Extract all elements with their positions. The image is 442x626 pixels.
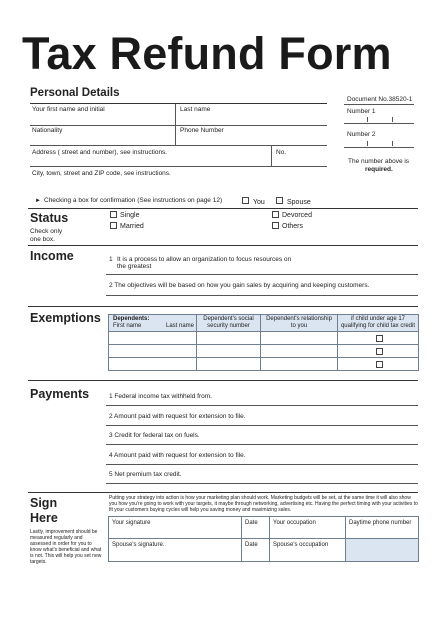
single-label: Single bbox=[120, 212, 140, 219]
personal-details-heading: Personal Details bbox=[30, 87, 120, 99]
arrow-icon: ► bbox=[35, 198, 41, 204]
nationality-field[interactable]: Nationality bbox=[32, 127, 63, 134]
child-credit-checkbox[interactable] bbox=[376, 361, 383, 368]
sign-intro-text: Putting your strategy into action is how your marketing plan should work. Marketing budgets will be set, at the same time it will also show you how you're going to work with your targets, it maybe through networking, advertising etc. Having the perfect timing with your activities to fit your customers buying cycles will help you saving money and maximizing sales. bbox=[109, 495, 418, 513]
date1-field[interactable]: Date bbox=[242, 517, 270, 539]
child-credit-header: if child under age 17 bbox=[350, 316, 406, 322]
child-credit-checkbox[interactable] bbox=[376, 348, 383, 355]
divorced-checkbox[interactable] bbox=[272, 211, 279, 218]
dependents-table bbox=[108, 314, 419, 371]
payment-item: 2 Amount paid with request for extension to file. bbox=[109, 413, 246, 420]
first-last-name-cell[interactable] bbox=[109, 332, 197, 345]
spouse-checkbox[interactable] bbox=[276, 197, 283, 204]
your-occupation-field[interactable]: Your occupation bbox=[270, 517, 346, 539]
married-label: Married bbox=[120, 223, 144, 230]
spouse-signature-field[interactable]: Spouse's signature. bbox=[109, 539, 242, 562]
relationship-header: Dependent's relationship bbox=[266, 316, 332, 322]
status-subtext: Check only one box. bbox=[30, 228, 63, 243]
income-heading: Income bbox=[30, 249, 74, 263]
ssn-cell[interactable] bbox=[197, 345, 261, 358]
first-name-header: First name bbox=[113, 323, 142, 329]
relationship-cell[interactable] bbox=[261, 332, 338, 345]
ssn-header-2: security number bbox=[207, 323, 250, 329]
first-name-field[interactable]: Your first name and initial bbox=[32, 106, 105, 113]
number2-label: Number 2 bbox=[347, 131, 376, 138]
table-row bbox=[109, 332, 419, 345]
first-last-name-cell[interactable] bbox=[109, 345, 197, 358]
relationship-cell[interactable] bbox=[261, 358, 338, 371]
spouse-label: Spouse bbox=[287, 199, 311, 206]
relationship-cell[interactable] bbox=[261, 345, 338, 358]
exemptions-heading: Exemptions bbox=[30, 311, 101, 325]
you-label: You bbox=[253, 199, 265, 206]
payment-item: 4 Amount paid with request for extension to file. bbox=[109, 452, 246, 459]
child-credit-header-2: qualifying for child tax credit bbox=[340, 323, 416, 329]
others-checkbox[interactable] bbox=[272, 222, 279, 229]
last-name-field[interactable]: Last name bbox=[180, 106, 211, 113]
payment-item: 1 Federal income tax withheld from. bbox=[109, 393, 212, 400]
you-checkbox[interactable] bbox=[242, 197, 249, 204]
spouse-occupation-field[interactable]: Spouse's occupation bbox=[270, 539, 346, 562]
income-item1-text: It is a process to allow an organization to focus resources on bbox=[117, 256, 292, 263]
table-row bbox=[109, 358, 419, 371]
number-note: The number above is bbox=[348, 158, 410, 165]
page-title: Tax Refund Form bbox=[22, 28, 392, 79]
address-field[interactable]: Address ( street and number), see instructions. bbox=[32, 149, 168, 156]
sign-side-text: Lastly, improvement should be measured regularly and assessed in order for you to know what's beneficial and what is not. This will help you set new targets. bbox=[30, 529, 102, 565]
ssn-header: Dependent's social bbox=[203, 316, 254, 322]
child-credit-checkbox[interactable] bbox=[376, 335, 383, 342]
payment-item: 3 Credit for federal tax on fuels. bbox=[109, 432, 200, 439]
phone-entry-box[interactable] bbox=[346, 539, 419, 562]
payments-heading: Payments bbox=[30, 387, 90, 401]
confirmation-text: Checking a box for confirmation (See instructions on page 12) bbox=[44, 197, 223, 204]
date2-field[interactable]: Date bbox=[242, 539, 270, 562]
single-checkbox[interactable] bbox=[110, 211, 117, 218]
your-signature-field[interactable]: Your signature bbox=[109, 517, 242, 539]
first-last-name-cell[interactable] bbox=[109, 358, 197, 371]
divorced-label: Devorced bbox=[282, 212, 312, 219]
ssn-cell[interactable] bbox=[197, 358, 261, 371]
dependents-header: Dependents: bbox=[113, 316, 150, 322]
signature-table bbox=[108, 516, 419, 562]
income-item2-text: 2 The objectives will be based on how you gain sales by acquiring and keeping customers. bbox=[109, 282, 370, 289]
married-checkbox[interactable] bbox=[110, 222, 117, 229]
ssn-cell[interactable] bbox=[197, 332, 261, 345]
city-field[interactable]: City, town, street and ZIP code, see instructions. bbox=[32, 170, 171, 177]
relationship-header-2: to you bbox=[290, 323, 308, 329]
phone-number-field[interactable]: Phone Number bbox=[180, 127, 224, 134]
number-note-required: required. bbox=[365, 166, 393, 173]
status-heading: Status bbox=[30, 211, 69, 225]
income-item1-number: 1 bbox=[109, 256, 113, 263]
address-no-field[interactable]: No. bbox=[276, 149, 287, 156]
daytime-phone-field[interactable]: Daytime phone number bbox=[346, 517, 419, 539]
payment-item: 5 Net premium tax credit. bbox=[109, 471, 182, 478]
others-label: Others bbox=[282, 223, 304, 230]
income-item1-text2: the greatest bbox=[117, 263, 152, 270]
number1-label: Number 1 bbox=[347, 108, 376, 115]
table-row bbox=[109, 345, 419, 358]
document-number: Document No.38520-1 bbox=[347, 96, 413, 103]
sign-heading: Sign Here bbox=[30, 496, 58, 525]
last-name-header: Last name bbox=[166, 323, 195, 329]
